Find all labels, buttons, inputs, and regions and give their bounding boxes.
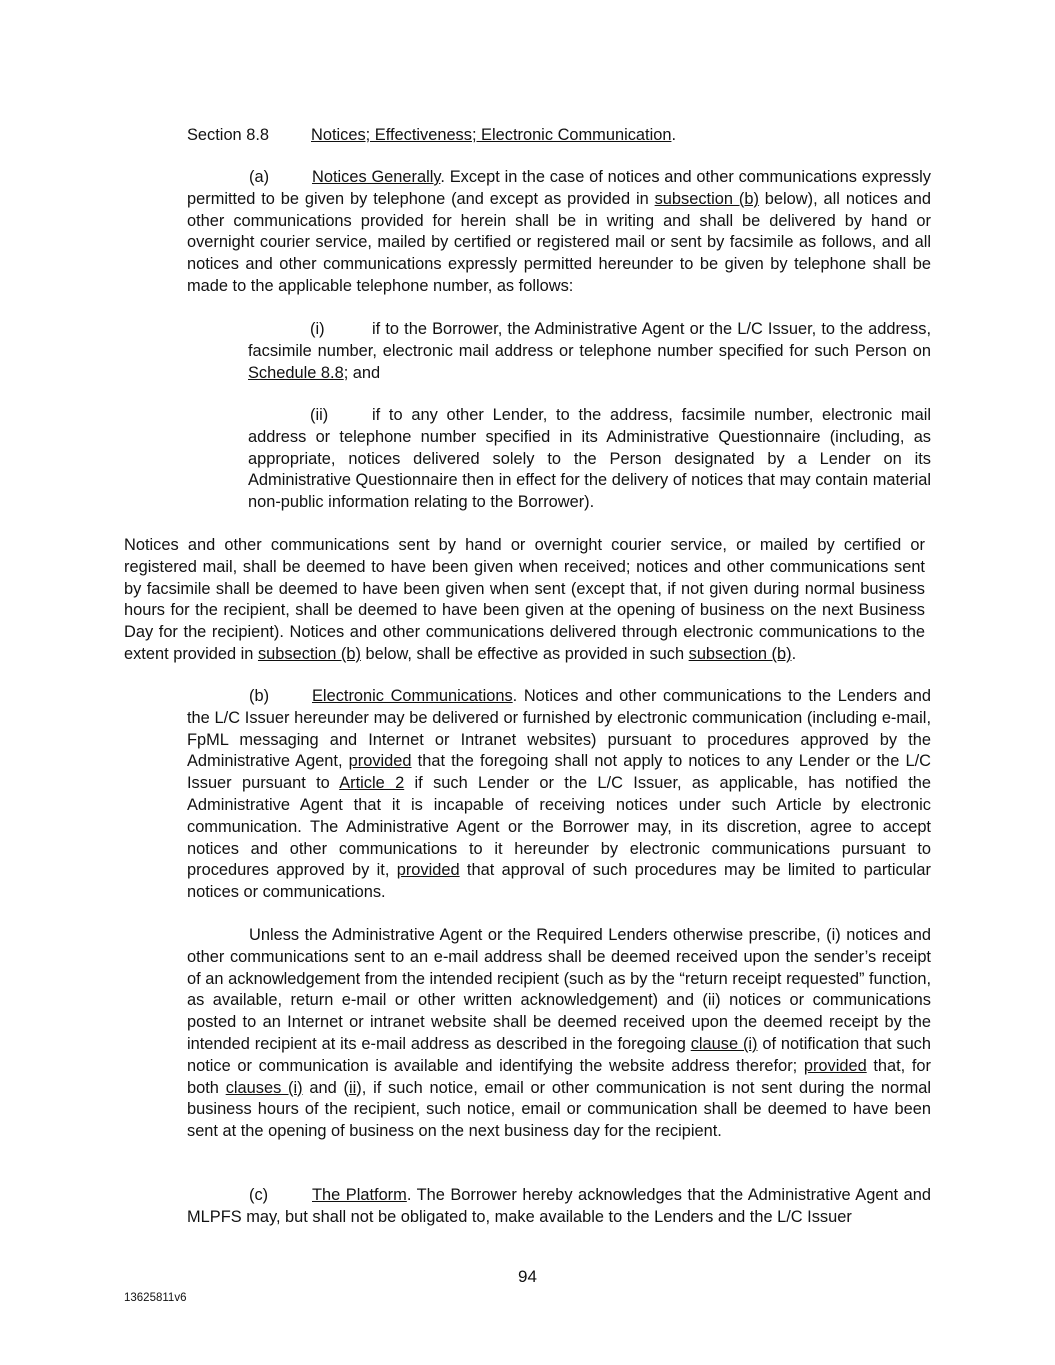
paragraph-b-text-4: that approval of such procedures may be limited to particular notices or communications. (187, 861, 932, 902)
paragraph-i-text-1: if to the Borrower, the Administrative Agent or the L/C Issuer, to the address, facsimile number, electronic mail address or telephone number specified for such Person on (248, 320, 931, 360)
schedule-reference: Schedule 8.8 (248, 363, 344, 382)
provided-term: provided (396, 861, 460, 880)
unless-text-1: Unless the Administrative Agent or the Required Lenders otherwise prescribe, (i) notices and other communications sent to an e-mail address shall be deemed received upon the sender’s receipt of an acknowledgement from the intended recipient (such as by the “return receipt requested” function, as available, return e-mail or other written acknowledgement) and (ii) notices or communications posted to an Internet or intranet website shall be deemed received upon the deemed receipt by the intended recipient at its e-mail address as described in the foregoing (187, 926, 931, 1053)
paragraph-ii (248, 405, 931, 514)
article-reference: Article 2 (339, 774, 405, 793)
paragraph-ii-text: if to any other Lender, to the address, facsimile number, electronic mail address or telephone number specified in its Administrative Questionnaire (including, as appropriate, notices delivered solely to the Person designated by a Lender on its Administrative Questionnaire then in effect for the delivery of notices that may contain material non-public information relating to the Borrower). (248, 406, 931, 512)
paragraph-b-heading: Electronic Communications (312, 687, 513, 705)
clause-reference: clause (i) (690, 1034, 758, 1053)
paragraph-c (187, 1185, 931, 1229)
document-id: 13625811v6 (124, 1292, 187, 1304)
paragraph-a-text-1: . Except in the case of notices and other communications expressly permitted to be given by telephone (and except as provided in (187, 168, 932, 208)
flush-text-1: Notices and other communications sent by hand or overnight courier service, or mailed by certified or registered mail, shall be deemed to have been given when received; notices and other communications sent by facsimile shall be deemed to have been given when sent (except that, if not given during normal business hours for the recipient, shall be deemed to have been given at the opening of business on the next Business Day for the recipient). Notices and other communications delivered through electronic communications to the extent provided in (124, 536, 925, 663)
section-heading (187, 125, 947, 147)
paragraph-i (248, 319, 931, 384)
subsection-b-reference: subsection (b) (257, 644, 361, 663)
paragraph-a-text-2: below), all notices and other communications provided for herein shall be in writing and shall be delivered by hand or overnight courier service, mailed by certified or registered mail or sent by facsimile as follows, and all notices and other communications expressly permitted hereunder to be given by telephone shall be made to the applicable telephone number, as follows: (187, 189, 932, 295)
paragraph-a-label: (a) (249, 168, 270, 186)
clause-reference: clauses (i) (225, 1078, 303, 1097)
paragraph-a (187, 167, 931, 298)
paragraph-a-heading: Notices Generally (312, 168, 441, 186)
paragraph-c-label: (c) (249, 1186, 269, 1204)
paragraph-b-text-2: that the foregoing shall not apply to notices to any Lender or the L/C Issuer pursuant to (187, 752, 931, 793)
subsection-b-reference: subsection (b) (654, 189, 759, 208)
paragraph-b (187, 686, 931, 904)
paragraph-c-text: . The Borrower hereby acknowledges that the Administrative Agent and MLPFS may, but shall not be obligated to, make available to the Lenders and the L/C Issuer (187, 1186, 931, 1226)
page-number: 94 (518, 1267, 537, 1286)
provided-term: provided (348, 752, 412, 771)
flush-text-3: . (791, 644, 797, 663)
paragraph-notices-effectiveness (124, 535, 925, 666)
section-title: Notices; Effectiveness; Electronic Communication (311, 126, 672, 144)
unless-text-5: ), if such notice, email or other communication is not sent during the normal business hours of the recipient, such notice, email or communication shall be deemed to have been sent at the opening of business on the next business day for the recipient. (187, 1078, 931, 1141)
flush-text-2: below, shall be effective as provided in such (360, 644, 689, 663)
clause-reference: ii (348, 1078, 357, 1097)
paragraph-i-text-2: ; and (343, 363, 381, 382)
paragraph-i-label: (i) (310, 320, 325, 338)
subsection-b-reference: subsection (b) (688, 644, 792, 663)
section-number: Section 8.8 (187, 126, 270, 144)
paragraph-b-label: (b) (249, 687, 270, 705)
unless-text-4: and ( (302, 1078, 349, 1097)
provided-term: provided (803, 1056, 867, 1075)
section-title-end: . (671, 126, 677, 144)
unless-text-3: that, for both (187, 1056, 931, 1097)
paragraph-c-heading: The Platform (312, 1186, 407, 1204)
paragraph-b-text-1: . Notices and other communications to the Lenders and the L/C Issuer hereunder may be delivered or furnished by electronic communication (including e-mail, FpML messaging and Internet or Intranet websites) pursuant to procedures approved by the Administrative Agent, (187, 687, 931, 771)
paragraph-b-text-3: if such Lender or the L/C Issuer, as applicable, has notified the Administrative Agent that it is incapable of receiving notices under such Article by electronic communication. The Administrative Agent or the Borrower may, in its discretion, agree to accept notices and other communications to it hereunder by electronic communications pursuant to procedures approved by it, (187, 774, 931, 880)
unless-text-2: of notification that such notice or communication is available and identifying the website address therefor; (187, 1034, 931, 1075)
paragraph-ii-label: (ii) (310, 406, 329, 424)
paragraph-unless (187, 925, 931, 1143)
